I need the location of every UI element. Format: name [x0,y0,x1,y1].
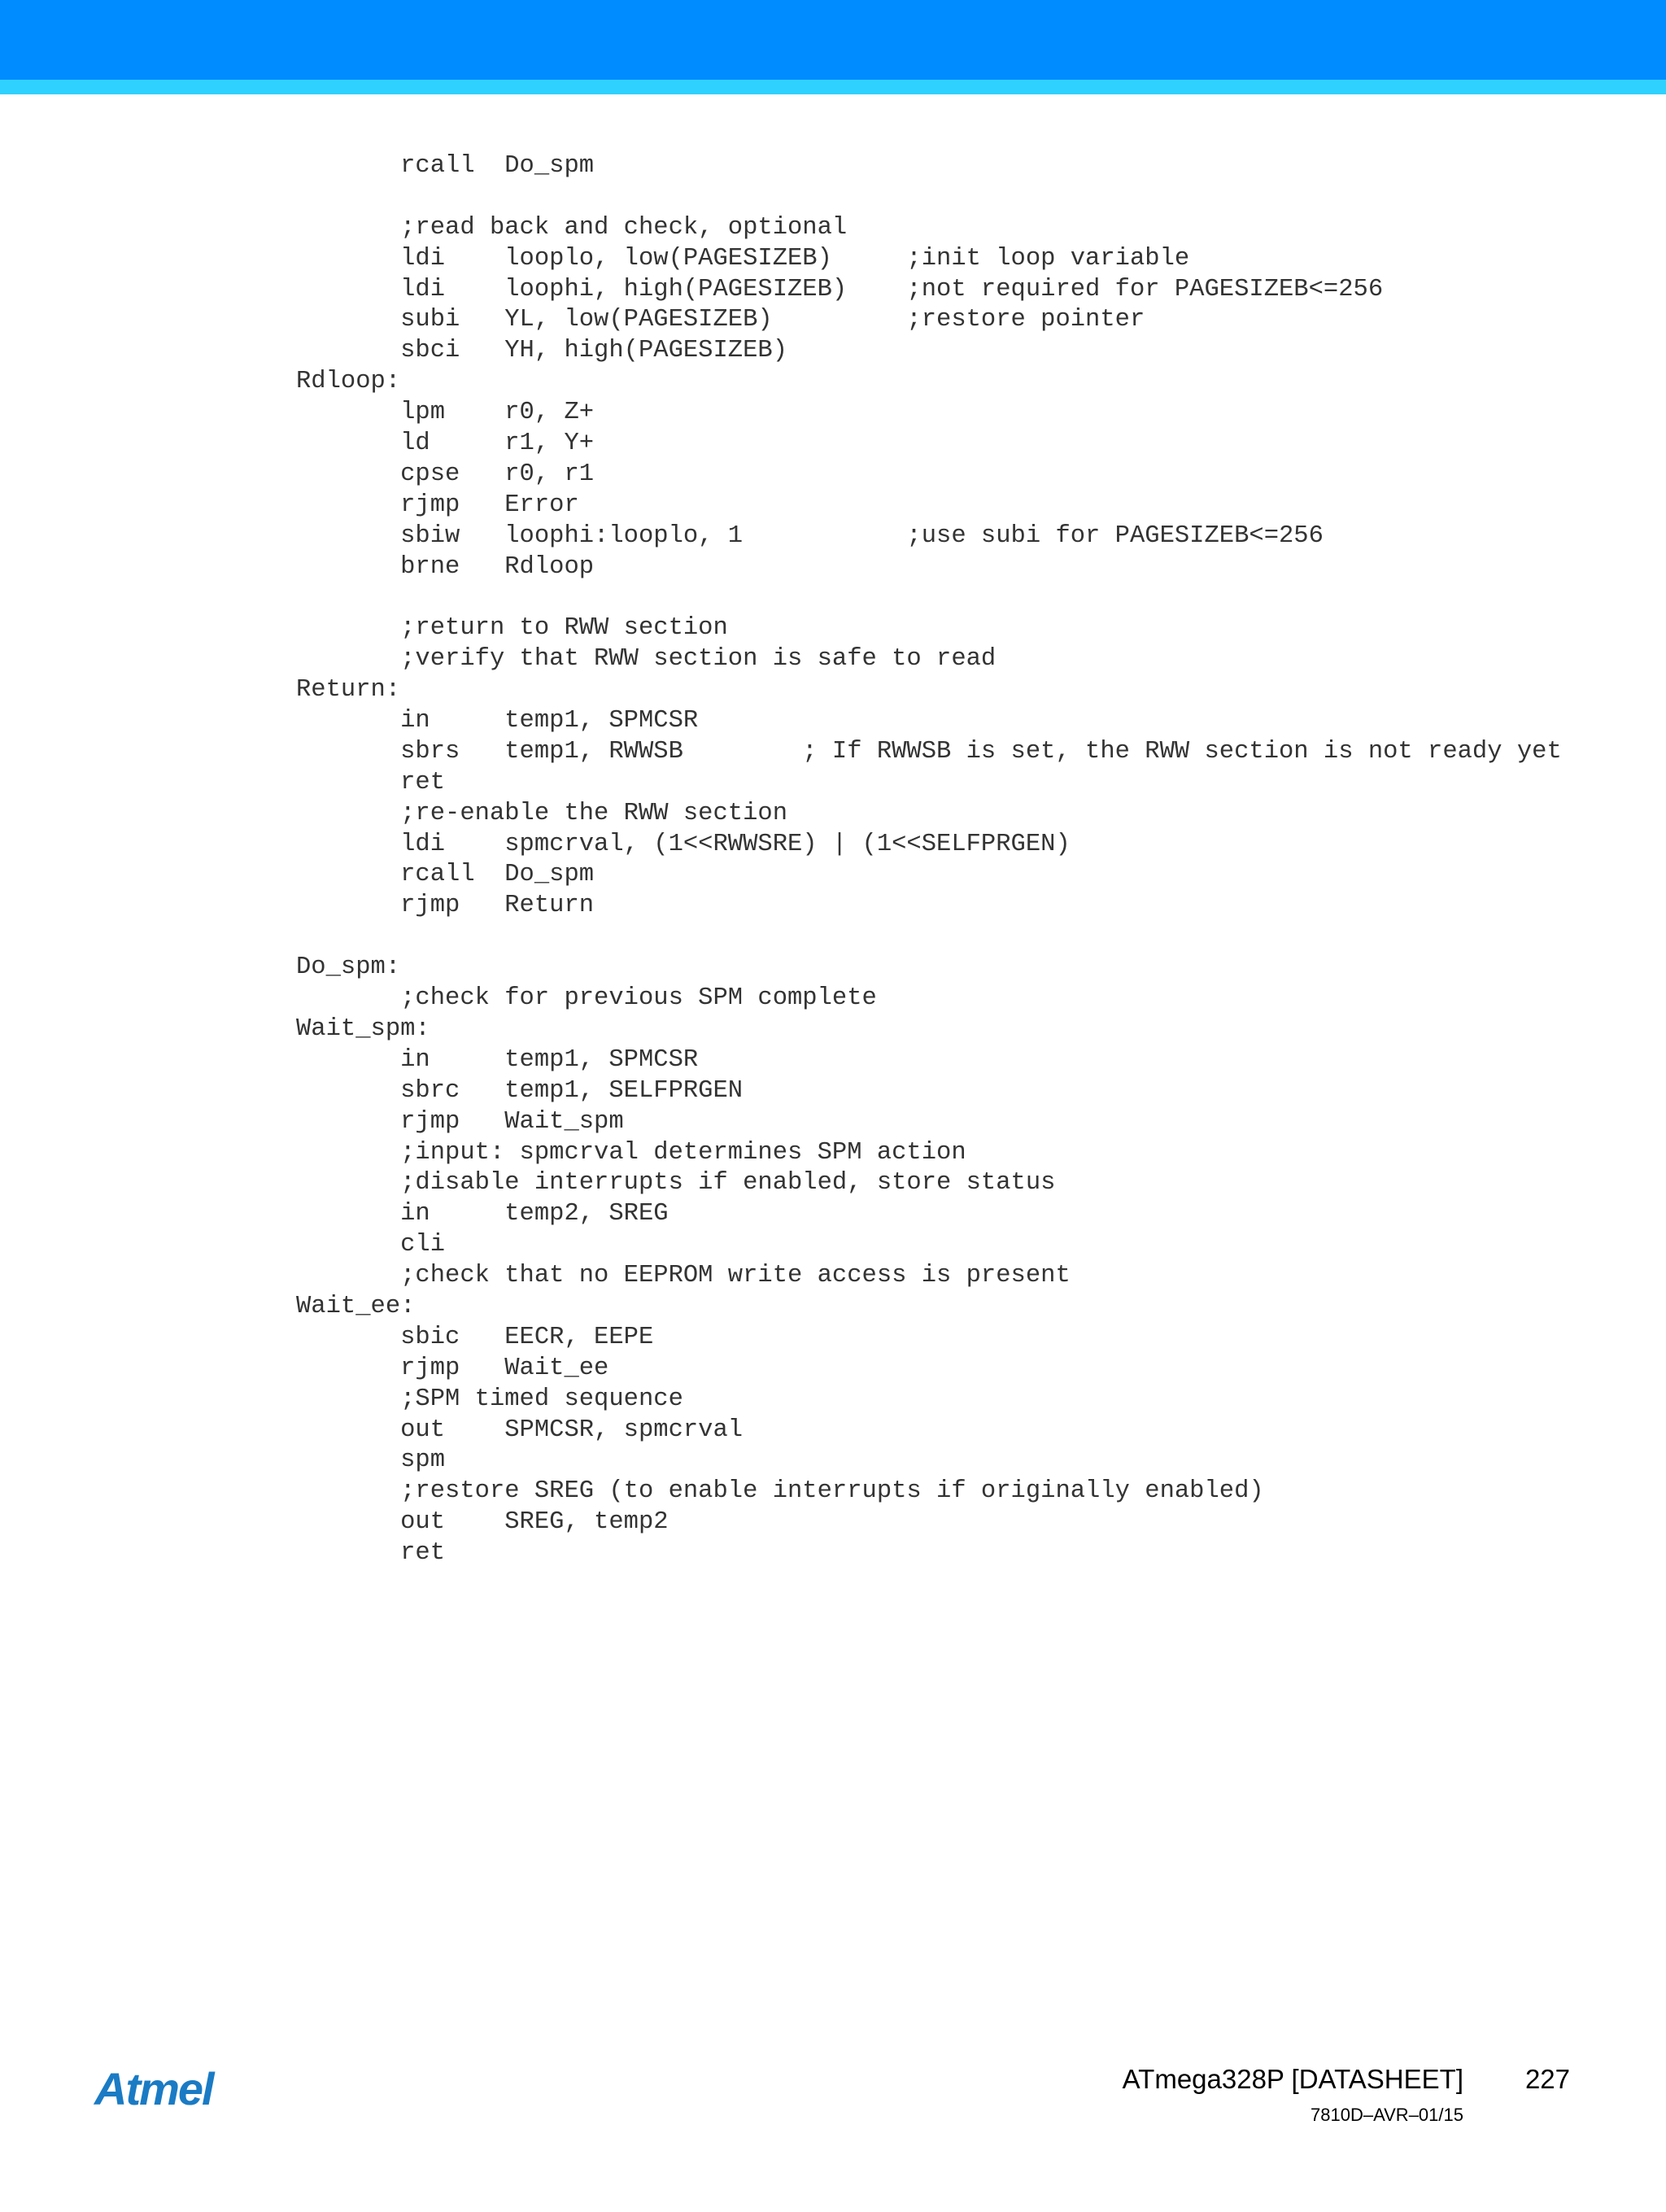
atmel-logo: Atmel [94,2063,213,2114]
code-line: rjmp Error [296,491,579,519]
code-line: in temp1, SPMCSR [296,707,699,735]
code-line: ;read back and check, optional [296,213,848,242]
code-line: ;verify that RWW section is safe to read [296,645,997,674]
code-line: subi YL, low(PAGESIZEB) ;restore pointer [296,306,1145,334]
code-line: rcall Do_spm [296,861,595,889]
code-line [296,922,1562,953]
code-line: sbic EECR, EEPE [296,1323,654,1351]
code-line: ldi loophi, high(PAGESIZEB) ;not required for PAGESIZEB<=256 [296,275,1384,303]
code-line: Wait_ee: [296,1292,416,1320]
code-line: Rdloop: [296,368,401,396]
code-line: ;check that no EEPROM write access is present [296,1262,1071,1290]
code-line: spm [296,1446,446,1475]
code-line: ;disable interrupts if enabled, store status [296,1169,1056,1198]
code-line [296,582,1562,613]
code-line: ret [296,1539,446,1568]
code-line: lpm r0, Z+ [296,399,595,427]
code-line: sbrc temp1, SELFPRGEN [296,1076,744,1105]
code-line: rjmp Wait_spm [296,1107,624,1136]
code-line: ldi looplo, low(PAGESIZEB) ;init loop variable [296,244,1190,273]
code-line: out SPMCSR, spmcrval [296,1416,744,1444]
code-line: in temp1, SPMCSR [296,1045,699,1074]
code-line: ld r1, Y+ [296,430,595,458]
page-number: 227 [1524,2064,1570,2094]
code-line: in temp2, SREG [296,1200,669,1228]
code-line: ;re-enable the RWW section [296,799,787,827]
code-line: ;restore SREG (to enable interrupts if originally enabled) [296,1477,1264,1506]
code-listing [296,151,1562,1569]
code-line: Wait_spm: [296,1014,430,1043]
code-line: sbrs temp1, RWWSB ; If RWWSB is set, the RWW section is not ready yet [296,737,1562,766]
header-stripe [0,80,1666,94]
code-line: brne Rdloop [296,552,595,581]
code-line: cpse r0, r1 [296,460,595,488]
header-bar [0,0,1666,80]
code-line: ;return to RWW section [296,614,728,643]
datasheet-title: ATmega328P [DATASHEET] [1122,2064,1463,2094]
code-line: rjmp Wait_ee [296,1354,609,1382]
code-line: ;check for previous SPM complete [296,984,877,1013]
code-line: ret [296,768,446,796]
code-line: Do_spm: [296,953,401,982]
code-line: sbci YH, high(PAGESIZEB) [296,337,787,365]
document-id: 7810D–AVR–01/15 [1311,2105,1463,2125]
code-line: Return: [296,676,401,705]
code-line: cli [296,1231,446,1259]
code-line [296,182,1562,213]
code-line: rcall Do_spm [296,152,595,180]
code-line: ldi spmcrval, (1<<RWWSRE) | (1<<SELFPRGEN) [296,830,1071,858]
code-line: sbiw loophi:looplo, 1 ;use subi for PAGESIZEB<=256 [296,521,1324,550]
code-line: ;input: spmcrval determines SPM action [296,1138,966,1167]
code-line: out SREG, temp2 [296,1508,669,1537]
code-line: rjmp Return [296,892,595,920]
code-line: ;SPM timed sequence [296,1385,683,1413]
